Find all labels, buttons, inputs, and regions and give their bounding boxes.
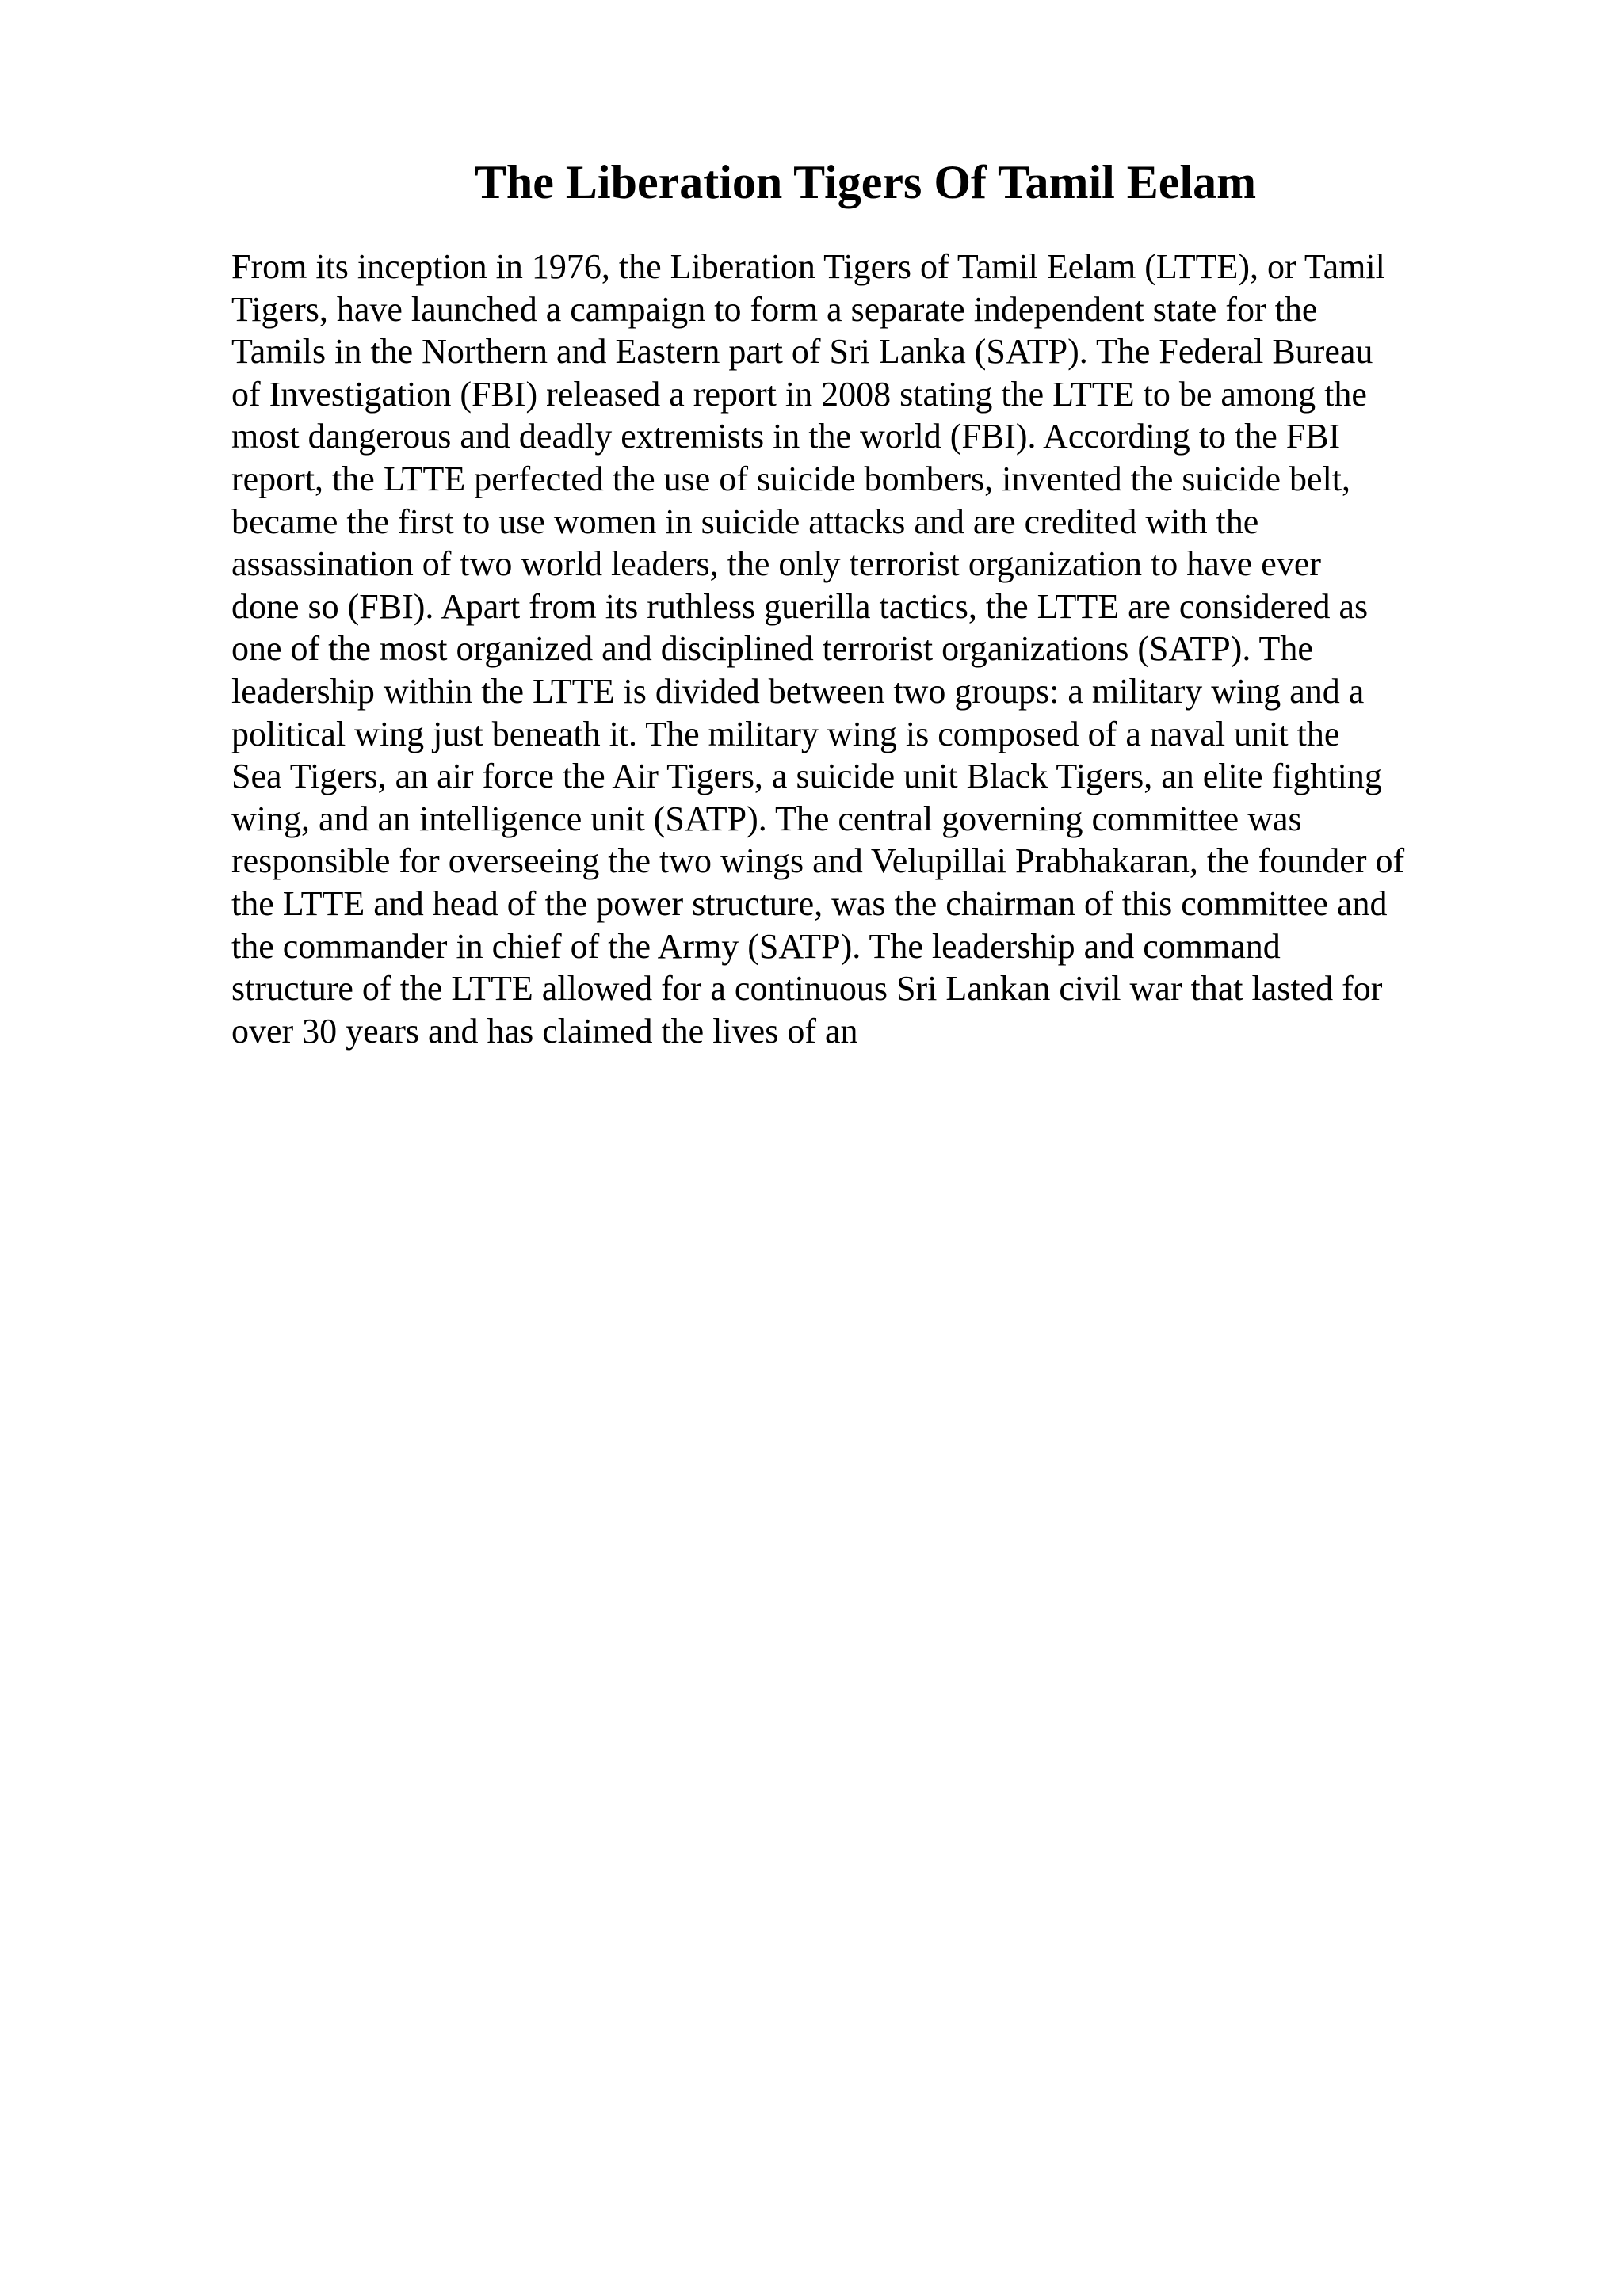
paragraph-line: leadership within the LTTE is divided between two groups: a military wing and a: [231, 671, 1365, 711]
paragraph-line: of Investigation (FBI) released a report in 2008 stating the LTTE to be among the: [231, 374, 1367, 414]
body-paragraph: [231, 246, 1515, 1052]
paragraph-line: From its inception in 1976, the Liberation Tigers of Tamil Eelam (LTTE), or Tamil: [231, 247, 1385, 286]
paragraph-line: over 30 years and has claimed the lives of an: [231, 1011, 858, 1051]
paragraph-line: wing, and an intelligence unit (SATP). The central governing committee was: [231, 799, 1302, 838]
paragraph-line: structure of the LTTE allowed for a continuous Sri Lankan civil war that lasted for: [231, 969, 1383, 1009]
paragraph-line: report, the LTTE perfected the use of suicide bombers, invented the suicide belt,: [231, 459, 1351, 498]
paragraph-line: one of the most organized and disciplined terrorist organizations (SATP). The: [231, 629, 1313, 669]
paragraph-line: responsible for overseeing the two wings and Velupillai Prabhakaran, the founder of: [231, 841, 1405, 881]
paragraph-line: most dangerous and deadly extremists in the world (FBI). According to the FBI: [231, 417, 1341, 456]
paragraph-line: political wing just beneath it. The military wing is composed of a naval unit the: [231, 714, 1340, 753]
paragraph-line: became the first to use women in suicide attacks and are credited with the: [231, 502, 1259, 541]
paragraph-line: Tamils in the Northern and Eastern part of Sri Lanka (SATP). The Federal Bureau: [231, 332, 1373, 372]
paragraph-line: done so (FBI). Apart from its ruthless guerilla tactics, the LTTE are considered as: [231, 586, 1369, 626]
paragraph-line: Sea Tigers, an air force the Air Tigers, a suicide unit Black Tigers, an elite fighting: [231, 757, 1382, 796]
document-title: The Liberation Tigers Of Tamil Eelam: [474, 156, 1257, 208]
paragraph-line: assassination of two world leaders, the only terrorist organization to have ever: [231, 544, 1322, 584]
paragraph-line: the commander in chief of the Army (SATP). The leadership and command: [231, 926, 1281, 966]
paragraph-line: Tigers, have launched a campaign to form a separate independent state for the: [231, 289, 1318, 329]
paragraph-line: the LTTE and head of the power structure, was the chairman of this committee and: [231, 883, 1388, 923]
